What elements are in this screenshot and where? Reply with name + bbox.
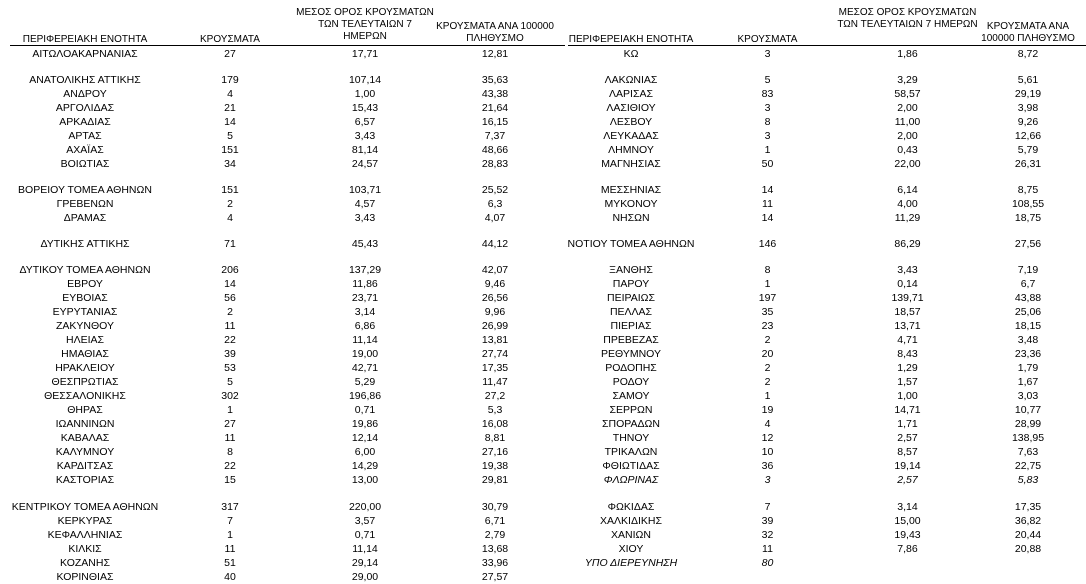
- per100k-cell: 33,96: [481, 557, 509, 569]
- per100k-cell: 43,88: [1014, 292, 1042, 304]
- cases-cell: 5: [227, 130, 233, 142]
- avg-cell: 1,71: [897, 418, 918, 430]
- cases-cell: 23: [761, 320, 774, 332]
- cases-cell: 10: [761, 446, 774, 458]
- region-cell: ΦΩΚΙΔΑΣ: [607, 501, 655, 513]
- region-cell: ΦΛΩΡΙΝΑΣ: [603, 474, 659, 486]
- cases-cell: 19: [761, 404, 774, 416]
- region-cell: ΚΟΡΙΝΘΙΑΣ: [56, 571, 114, 583]
- cases-cell: 8: [764, 116, 771, 128]
- avg-cell: 19,00: [351, 348, 379, 360]
- region-cell: ΑΡΚΑΔΙΑΣ: [59, 116, 111, 128]
- cases-cell: 32: [761, 529, 774, 541]
- cases-cell: 2: [227, 198, 233, 210]
- per100k-cell: 26,31: [1014, 158, 1042, 170]
- cases-cell: 151: [221, 144, 239, 156]
- region-cell: ΝΟΤΙΟΥ ΤΟΜΕΑ ΑΘΗΝΩΝ: [567, 238, 695, 250]
- avg-cell: 0,71: [354, 529, 376, 541]
- header-cases-left: ΚΡΟΥΣΜΑΤΑ: [200, 34, 260, 45]
- region-cell: ΑΧΑΪΑΣ: [66, 144, 104, 156]
- region-cell: ΑΝΑΤΟΛΙΚΗΣ ΑΤΤΙΚΗΣ: [29, 74, 141, 86]
- avg-cell: 19,43: [894, 529, 921, 541]
- region-cell: ΑΙΤΩΛΟΑΚΑΡΝΑΝΙΑΣ: [32, 48, 138, 60]
- region-cell: ΠΕΛΛΑΣ: [609, 306, 653, 318]
- avg-cell: 139,71: [891, 292, 924, 304]
- region-cell: ΣΑΜΟΥ: [612, 390, 650, 402]
- region-cell: ΓΡΕΒΕΝΩΝ: [56, 198, 114, 210]
- avg-cell: 103,71: [348, 184, 382, 196]
- per100k-cell: 4,07: [484, 212, 506, 224]
- avg-cell: 137,29: [348, 264, 382, 276]
- cases-cell: 39: [761, 515, 774, 527]
- avg-cell: 3,43: [354, 212, 376, 224]
- cases-cell: 71: [224, 238, 236, 250]
- avg-cell: 13,71: [894, 320, 921, 332]
- avg-cell: 17,71: [351, 48, 379, 60]
- per100k-cell: 23,36: [1014, 348, 1042, 360]
- region-cell: ΠΑΡΟΥ: [612, 278, 650, 290]
- region-cell: ΣΕΡΡΩΝ: [609, 404, 653, 416]
- avg-cell: 6,86: [354, 320, 376, 332]
- cases-cell: 5: [764, 74, 771, 86]
- region-cell: ΗΜΑΘΙΑΣ: [61, 348, 109, 360]
- region-cell: ΚΕΡΚΥΡΑΣ: [57, 515, 113, 527]
- avg-cell: 107,14: [348, 74, 382, 86]
- region-cell: ΠΕΙΡΑΙΩΣ: [607, 292, 655, 304]
- region-cell: ΔΡΑΜΑΣ: [63, 212, 107, 224]
- region-cell: ΥΠΟ ΔΙΕΡΕΥΝΗΣΗ: [584, 557, 678, 569]
- cases-cell: 27: [224, 418, 236, 430]
- header-rule-left: [10, 45, 565, 46]
- region-cell: ΕΥΡΥΤΑΝΙΑΣ: [52, 306, 118, 318]
- per100k-cell: 20,88: [1014, 543, 1042, 555]
- avg-cell: 2,00: [897, 102, 918, 114]
- cases-cell: 1: [227, 529, 233, 541]
- cases-cell: 14: [224, 278, 236, 290]
- cases-cell: 22: [224, 460, 236, 472]
- cases-cell: 11: [224, 320, 236, 332]
- cases-cell: 12: [761, 432, 774, 444]
- cases-cell: 1: [227, 404, 233, 416]
- avg-cell: 14,29: [351, 460, 379, 472]
- per100k-cell: 18,15: [1014, 320, 1042, 332]
- per100k-cell: 21,64: [481, 102, 509, 114]
- per100k-cell: 13,68: [481, 543, 509, 555]
- per100k-cell: 9,96: [484, 306, 506, 318]
- cases-cell: 36: [761, 460, 774, 472]
- avg-cell: 1,57: [897, 376, 918, 388]
- avg-cell: 6,14: [897, 184, 918, 196]
- cases-cell: 7: [764, 501, 771, 513]
- cases-cell: 4: [227, 88, 233, 100]
- avg-cell: 0,71: [354, 404, 376, 416]
- per100k-cell: 22,75: [1014, 460, 1042, 472]
- cases-cell: 317: [221, 501, 239, 513]
- cases-cell: 56: [224, 292, 236, 304]
- avg-cell: 11,14: [352, 334, 378, 346]
- avg-cell: 2,57: [897, 432, 918, 444]
- region-cell: ΕΥΒΟΙΑΣ: [62, 292, 108, 304]
- per100k-cell: 48,66: [481, 144, 509, 156]
- per100k-cell: 6,3: [487, 198, 503, 210]
- per100k-cell: 3,48: [1017, 334, 1039, 346]
- avg-cell: 86,29: [894, 238, 921, 250]
- cases-cell: 5: [227, 376, 233, 388]
- region-cell: ΛΕΣΒΟΥ: [609, 116, 653, 128]
- header-region-right: ΠΕΡΙΦΕΡΕΙΑΚΗ ΕΝΟΤΗΤΑ: [568, 34, 694, 45]
- avg-cell: 15,43: [351, 102, 379, 114]
- cases-cell: 51: [224, 557, 236, 569]
- region-cell: ΡΕΘΥΜΝΟΥ: [600, 348, 661, 360]
- region-cell: ΕΒΡΟΥ: [67, 278, 103, 290]
- cases-cell: 40: [224, 571, 236, 583]
- avg-cell: 2,57: [897, 474, 918, 486]
- per100k-cell: 27,74: [481, 348, 509, 360]
- region-cell: ΛΑΡΙΣΑΣ: [609, 88, 653, 100]
- cases-cell: 14: [224, 116, 236, 128]
- avg-cell: 13,00: [351, 474, 379, 486]
- avg-cell: 1,29: [897, 362, 918, 374]
- cases-cell: 8: [764, 264, 771, 276]
- region-cell: ΛΑΣΙΘΙΟΥ: [606, 102, 656, 114]
- header-per100k-right: ΚΡΟΥΣΜΑΤΑ ΑΝΑ 100000 ΠΛΗΘΥΣΜΟ: [981, 21, 1075, 44]
- avg-cell: 3,57: [354, 515, 376, 527]
- per100k-cell: 25,06: [1014, 306, 1042, 318]
- region-cell: ΚΕΝΤΡΙΚΟΥ ΤΟΜΕΑ ΑΘΗΝΩΝ: [11, 501, 159, 513]
- region-cell: ΚΑΡΔΙΤΣΑΣ: [56, 460, 114, 472]
- cases-cell: 35: [761, 306, 774, 318]
- per100k-cell: 29,81: [481, 474, 509, 486]
- region-cell: ΧΙΟΥ: [618, 543, 644, 555]
- header-avg7-right: ΜΕΣΟΣ ΟΡΟΣ ΚΡΟΥΣΜΑΤΩΝ ΤΩΝ ΤΕΛΕΥΤΑΙΩΝ 7 ΗΜΕΡΩΝ: [837, 7, 978, 30]
- per100k-cell: 17,35: [481, 362, 509, 374]
- cases-cell: 1: [764, 144, 771, 156]
- avg-cell: 19,14: [894, 460, 921, 472]
- region-cell: ΚΟΖΑΝΗΣ: [60, 557, 110, 569]
- per100k-cell: 9,26: [1017, 116, 1039, 128]
- region-cell: ΘΕΣΠΡΩΤΙΑΣ: [51, 376, 119, 388]
- avg-cell: 1,86: [897, 48, 918, 60]
- header-region-left: ΠΕΡΙΦΕΡΕΙΑΚΗ ΕΝΟΤΗΤΑ: [22, 34, 148, 45]
- cases-cell: 15: [224, 474, 236, 486]
- per100k-cell: 30,79: [481, 501, 509, 513]
- region-cell: ΗΡΑΚΛΕΙΟΥ: [55, 362, 115, 374]
- per100k-cell: 35,63: [481, 74, 509, 86]
- avg-cell: 1,00: [354, 88, 376, 100]
- cases-cell: 302: [221, 390, 239, 402]
- cases-cell: 50: [761, 158, 774, 170]
- avg-cell: 24,57: [351, 158, 379, 170]
- region-cell: ΜΑΓΝΗΣΙΑΣ: [601, 158, 661, 170]
- region-cell: ΣΠΟΡΑΔΩΝ: [602, 418, 660, 430]
- region-cell: ΠΙΕΡΙΑΣ: [610, 320, 652, 332]
- cases-cell: 34: [224, 158, 236, 170]
- region-cell: ΤΡΙΚΑΛΩΝ: [604, 446, 658, 458]
- per100k-cell: 18,75: [1014, 212, 1042, 224]
- region-cell: ΔΥΤΙΚΟΥ ΤΟΜΕΑ ΑΘΗΝΩΝ: [19, 264, 151, 276]
- avg-cell: 8,43: [897, 348, 918, 360]
- per100k-cell: 5,61: [1017, 74, 1039, 86]
- avg-cell: 0,14: [897, 278, 918, 290]
- avg-cell: 42,71: [351, 362, 379, 374]
- region-cell: ΧΑΛΚΙΔΙΚΗΣ: [600, 515, 662, 527]
- avg-cell: 58,57: [894, 88, 921, 100]
- per100k-cell: 19,38: [481, 460, 509, 472]
- avg-cell: 3,14: [354, 306, 376, 318]
- region-cell: ΜΕΣΣΗΝΙΑΣ: [600, 184, 662, 196]
- cases-cell: 20: [761, 348, 774, 360]
- per100k-cell: 1,67: [1017, 376, 1039, 388]
- avg-cell: 4,71: [897, 334, 918, 346]
- cases-cell: 8: [227, 446, 233, 458]
- per100k-cell: 26,99: [481, 320, 509, 332]
- region-cell: ΚΙΛΚΙΣ: [68, 543, 102, 555]
- avg-cell: 18,57: [894, 306, 921, 318]
- cases-cell: 3: [764, 48, 771, 60]
- per100k-cell: 28,99: [1014, 418, 1042, 430]
- avg-cell: 5,29: [354, 376, 376, 388]
- per100k-cell: 28,83: [481, 158, 509, 170]
- cases-cell: 179: [221, 74, 239, 86]
- cases-cell: 206: [221, 264, 239, 276]
- avg-cell: 3,43: [897, 264, 918, 276]
- per100k-cell: 2,79: [484, 529, 506, 541]
- avg-cell: 45,43: [351, 238, 379, 250]
- avg-cell: 12,14: [351, 432, 379, 444]
- region-cell: ΑΡΤΑΣ: [68, 130, 102, 142]
- header-cases-right: ΚΡΟΥΣΜΑΤΑ: [737, 34, 798, 45]
- region-cell: ΡΟΔΟΠΗΣ: [605, 362, 657, 374]
- region-cell: ΚΑΛΥΜΝΟΥ: [55, 446, 115, 458]
- region-cell: ΦΘΙΩΤΙΔΑΣ: [602, 460, 660, 472]
- per100k-cell: 5,3: [487, 404, 503, 416]
- avg-cell: 6,57: [354, 116, 376, 128]
- avg-cell: 2,00: [897, 130, 918, 142]
- cases-cell: 2: [764, 362, 771, 374]
- per100k-cell: 36,82: [1014, 515, 1042, 527]
- region-cell: ΛΕΥΚΑΔΑΣ: [603, 130, 659, 142]
- region-cell: ΙΩΑΝΝΙΝΩΝ: [55, 418, 115, 430]
- region-cell: ΑΡΓΟΛΙΔΑΣ: [55, 102, 115, 114]
- per100k-cell: 1,79: [1017, 362, 1039, 374]
- region-cell: ΚΑΒΑΛΑΣ: [60, 432, 110, 444]
- avg-cell: 81,14: [351, 144, 379, 156]
- cases-cell: 11: [224, 543, 236, 555]
- cases-cell: 4: [764, 418, 771, 430]
- per100k-cell: 7,19: [1017, 264, 1039, 276]
- cases-cell: 2: [227, 306, 233, 318]
- per100k-cell: 3,03: [1017, 390, 1039, 402]
- cases-cell: 3: [764, 130, 771, 142]
- avg-cell: 22,00: [894, 158, 921, 170]
- cases-cell: 3: [764, 474, 771, 486]
- per100k-cell: 7,63: [1017, 446, 1039, 458]
- region-cell: ΚΑΣΤΟΡΙΑΣ: [55, 474, 115, 486]
- cases-cell: 11: [762, 198, 773, 210]
- avg-cell: 3,29: [897, 74, 918, 86]
- region-cell: ΠΡΕΒΕΖΑΣ: [603, 334, 659, 346]
- per100k-cell: 42,07: [481, 264, 509, 276]
- region-cell: ΝΗΣΩΝ: [612, 212, 650, 224]
- cases-cell: 3: [764, 102, 771, 114]
- per100k-cell: 20,44: [1014, 529, 1042, 541]
- cases-cell: 1: [764, 278, 771, 290]
- region-cell: ΞΑΝΘΗΣ: [609, 264, 653, 276]
- cases-cell: 22: [224, 334, 236, 346]
- avg-cell: 15,00: [894, 515, 921, 527]
- cases-cell: 151: [221, 184, 239, 196]
- cases-cell: 2: [764, 376, 771, 388]
- avg-cell: 6,00: [354, 446, 376, 458]
- per100k-cell: 25,52: [481, 184, 509, 196]
- region-cell: ΜΥΚΟΝΟΥ: [604, 198, 658, 210]
- per100k-cell: 17,35: [1014, 501, 1042, 513]
- per100k-cell: 16,15: [481, 116, 509, 128]
- avg-cell: 29,14: [351, 557, 379, 569]
- cases-cell: 39: [224, 348, 236, 360]
- cases-cell: 14: [761, 184, 774, 196]
- per100k-cell: 11,47: [482, 376, 508, 388]
- avg-cell: 220,00: [348, 501, 382, 513]
- avg-cell: 3,14: [897, 501, 918, 513]
- per100k-cell: 27,57: [481, 571, 509, 583]
- cases-cell: 83: [761, 88, 774, 100]
- per100k-cell: 16,08: [481, 418, 509, 430]
- cases-cell: 14: [761, 212, 774, 224]
- per100k-cell: 43,38: [481, 88, 509, 100]
- per100k-cell: 7,37: [484, 130, 506, 142]
- avg-cell: 14,71: [894, 404, 921, 416]
- cases-cell: 21: [224, 102, 236, 114]
- region-cell: ΤΗΝΟΥ: [612, 432, 650, 444]
- per100k-cell: 9,46: [484, 278, 506, 290]
- region-cell: ΒΟΡΕΙΟΥ ΤΟΜΕΑ ΑΘΗΝΩΝ: [18, 184, 152, 196]
- avg-cell: 8,57: [897, 446, 918, 458]
- region-cell: ΘΕΣΣΑΛΟΝΙΚΗΣ: [44, 390, 126, 402]
- region-cell: ΘΗΡΑΣ: [67, 404, 103, 416]
- avg-cell: 3,43: [354, 130, 376, 142]
- cases-cell: 2: [764, 334, 771, 346]
- avg-cell: 23,71: [351, 292, 379, 304]
- header-per100k-left: ΚΡΟΥΣΜΑΤΑ ΑΝΑ 100000 ΠΛΗΘΥΣΜΟ: [436, 21, 554, 44]
- avg-cell: 29,00: [351, 571, 379, 583]
- per100k-cell: 5,79: [1017, 144, 1039, 156]
- per100k-cell: 27,56: [1014, 238, 1042, 250]
- cases-cell: 27: [224, 48, 236, 60]
- region-cell: ΗΛΕΙΑΣ: [65, 334, 104, 346]
- region-cell: ΡΟΔΟΥ: [612, 376, 650, 388]
- avg-cell: 0,43: [897, 144, 918, 156]
- avg-cell: 4,00: [897, 198, 918, 210]
- per100k-cell: 12,81: [481, 48, 509, 60]
- cases-cell: 11: [224, 432, 236, 444]
- per100k-cell: 108,55: [1011, 198, 1045, 210]
- per100k-cell: 27,16: [481, 446, 509, 458]
- header-avg7-left: ΜΕΣΟΣ ΟΡΟΣ ΚΡΟΥΣΜΑΤΩΝ ΤΩΝ ΤΕΛΕΥΤΑΙΩΝ 7 ΗΜΕΡΩΝ: [296, 7, 434, 42]
- cases-cell: 53: [224, 362, 236, 374]
- per100k-cell: 8,75: [1017, 184, 1039, 196]
- region-cell: ΔΥΤΙΚΗΣ ΑΤΤΙΚΗΣ: [40, 238, 130, 250]
- per100k-cell: 27,2: [484, 390, 506, 402]
- cases-cell: 1: [764, 390, 771, 402]
- region-cell: ΛΗΜΝΟΥ: [608, 144, 654, 156]
- avg-cell: 19,86: [351, 418, 379, 430]
- avg-cell: 4,57: [354, 198, 376, 210]
- region-cell: ΑΝΔΡΟΥ: [63, 88, 107, 100]
- region-cell: ΖΑΚΥΝΘΟΥ: [55, 320, 114, 332]
- cases-cell: 146: [758, 238, 777, 250]
- cases-cell: 7: [227, 515, 233, 527]
- per100k-cell: 6,7: [1020, 278, 1036, 290]
- region-cell: ΚΩ: [623, 48, 639, 60]
- region-cell: ΛΑΚΩΝΙΑΣ: [604, 74, 658, 86]
- per100k-cell: 3,98: [1017, 102, 1039, 114]
- cases-cell: 80: [761, 557, 774, 569]
- header-rule-right: [568, 45, 1086, 46]
- avg-cell: 7,86: [897, 543, 918, 555]
- avg-cell: 1,00: [897, 390, 918, 402]
- per100k-cell: 10,77: [1014, 404, 1042, 416]
- per100k-cell: 8,81: [484, 432, 506, 444]
- cases-cell: 197: [758, 292, 777, 304]
- avg-cell: 11,14: [352, 543, 378, 555]
- per100k-cell: 26,56: [481, 292, 509, 304]
- avg-cell: 11,29: [894, 212, 921, 224]
- per100k-cell: 13,81: [481, 334, 509, 346]
- per100k-cell: 138,95: [1011, 432, 1045, 444]
- avg-cell: 196,86: [348, 390, 382, 402]
- per100k-cell: 44,12: [481, 238, 509, 250]
- avg-cell: 11,00: [894, 116, 921, 128]
- per100k-cell: 5,83: [1017, 474, 1039, 486]
- per100k-cell: 12,66: [1014, 130, 1042, 142]
- avg-cell: 11,86: [352, 278, 378, 290]
- cases-cell: 11: [762, 543, 773, 555]
- region-cell: ΒΟΙΩΤΙΑΣ: [60, 158, 110, 170]
- region-cell: ΚΕΦΑΛΛΗΝΙΑΣ: [47, 529, 123, 541]
- region-cell: ΧΑΝΙΩΝ: [611, 529, 651, 541]
- cases-cell: 4: [227, 212, 233, 224]
- per100k-cell: 6,71: [484, 515, 506, 527]
- per100k-cell: 8,72: [1017, 48, 1039, 60]
- per100k-cell: 29,19: [1014, 88, 1042, 100]
